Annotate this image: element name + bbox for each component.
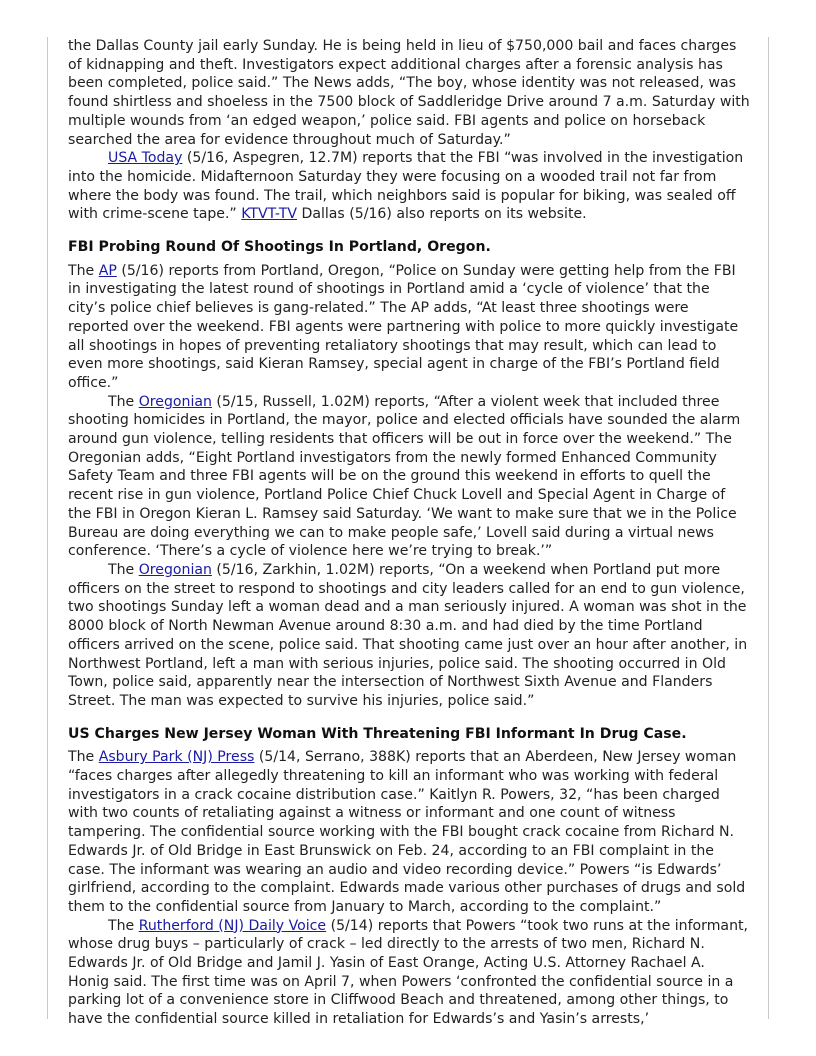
intro-paragraph-1: the Dallas County jail early Sunday. He is being held in lieu of $750,000 bail and faces charges of kidnapping and theft. Investigators expect additional charges after a forensic analysis has been completed, police said.” The News adds, “The boy, whose identity was not released, was found shirtless and shoeless in the 7500 block of Saddleridge Drive around 7 a.m. Saturday with multiple wounds from ‘an edged weapon,’ police said. FBI agents and police on horseback searched the area for evidence throughout much of Saturday.” xyxy=(68,38,750,148)
oregonian-link-2[interactable]: Oregonian xyxy=(138,561,212,578)
asbury-park-press-link[interactable]: Asbury Park (NJ) Press xyxy=(98,749,255,766)
article-heading-portland: FBI Probing Round Of Shootings In Portland, Oregon. xyxy=(68,239,491,256)
portland-paragraph-1: The AP (5/16) reports from Portland, Oregon, “Police on Sunday were getting help from the FBI in investigating the latest round of shootings in Portland amid a ‘cycle of violence’ that the city’s police chief believes is gang-related.” The AP adds, “At least three shootings were reported over the weekend. FBI agents were partnering with police to more quickly investigate all shootings in hopes of preventing retaliatory shootings that may result, which can lead to even more shootings, said Kieran Ramsey, special agent in charge of the FBI’s Portland field office.” xyxy=(68,262,739,391)
left-margin-rule xyxy=(47,37,48,1019)
portland-paragraph-2: The Oregonian (5/15, Russell, 1.02M) reports, “After a violent week that included three shooting homicides in Portland, the mayor, police and elected officials have sounded the alarm around gun violence, telling residents that officers will be out in force over the weekend.” The Oregonian adds, “Eight Portland investigators from the newly formed Enhanced Community Safety Team and three FBI agents will be on the ground this weekend in efforts to quell the recent rise in gun violence, Portland Police Chief Chuck Lovell and Special Agent in Charge of the FBI in Oregon Kieran L. Ramsey said Saturday. ‘We want to make sure that we in the Police Bureau are doing everything we can to make people safe,’ Lovell said during a virtual news conference. ‘There’s a cycle of violence here we’re trying to break.’” xyxy=(68,393,741,560)
ap-link[interactable]: AP xyxy=(98,262,117,279)
article-heading-new-jersey: US Charges New Jersey Woman With Threatening FBI Informant In Drug Case. xyxy=(68,725,687,742)
new-jersey-paragraph-1: The Asbury Park (NJ) Press (5/14, Serrano, 388K) reports that an Aberdeen, New Jersey woman “faces charges after allegedly threatening to kill an informant who was working with federal investigators in a crack cocaine distribution case.” Kaitlyn R. Powers, 32, “has been charged with two counts of retaliating against a witness or informant and one count of witness tampering. The confidential source working with the FBI bought crack cocaine from Richard N. Edwards Jr. of Old Bridge in East Brunswick on Feb. 24, according to an FBI complaint in the case. The informant was wearing an audio and video recording device.” Powers “is Edwards’ girlfriend, according to the complaint. Edwards made various other purchases of drugs and sold them to the confidential source from January to March, according to the complaint.” xyxy=(68,749,746,915)
new-jersey-paragraph-2: The Rutherford (NJ) Daily Voice (5/14) reports that Powers “took two runs at the informant, whose drug buys – particularly of crack – led directly to the arrests of two men, Richard N. Edwards Jr. of Old Bridge and Jamil J. Yasin of East Orange, Acting U.S. Attorney Rachael A. Honig said. The first time was on April 7, when Powers ‘confronted the confidential source in a parking lot of a convenience store in Cliffwood Beach and threatened, among other things, to have the confidential source killed in retaliation for Edwards’s and Yasin’s arrests,’ xyxy=(68,917,749,1028)
intro-paragraph-2: USA Today (5/16, Aspegren, 12.7M) reports that the FBI “was involved in the investigation into the homicide. Midafternoon Saturday they were focusing on a wooded trail not far from where the body was found. The trail, which neighbors said is popular for biking, was sealed off with crime-scene tape.” KTVT-TV Dallas (5/16) also reports on its website. xyxy=(68,150,744,223)
ktvt-tv-link[interactable]: KTVT-TV xyxy=(241,206,297,223)
oregonian-link-1[interactable]: Oregonian xyxy=(138,393,212,410)
usa-today-link[interactable]: USA Today xyxy=(108,150,183,167)
right-margin-rule xyxy=(768,37,769,1019)
portland-paragraph-3: The Oregonian (5/16, Zarkhin, 1.02M) reports, “On a weekend when Portland put more officers on the street to respond to shootings and city leaders called for an end to gun violence, two shootings Sunday left a woman dead and a man seriously injured. A woman was shot in the 8000 block of North Newman Avenue around 8:30 a.m. and had died by the time Portland officers arrived on the scene, police said. That shooting came just over an hour after another, in Northwest Portland, left a man with serious injuries, police said. The shooting occurred in Old Town, police said, apparently near the intersection of Northwest Sixth Avenue and Flanders Street. The man was expected to survive his injuries, police said.” xyxy=(68,561,748,709)
rutherford-daily-voice-link[interactable]: Rutherford (NJ) Daily Voice xyxy=(138,917,327,934)
newsletter-body xyxy=(68,37,750,1029)
